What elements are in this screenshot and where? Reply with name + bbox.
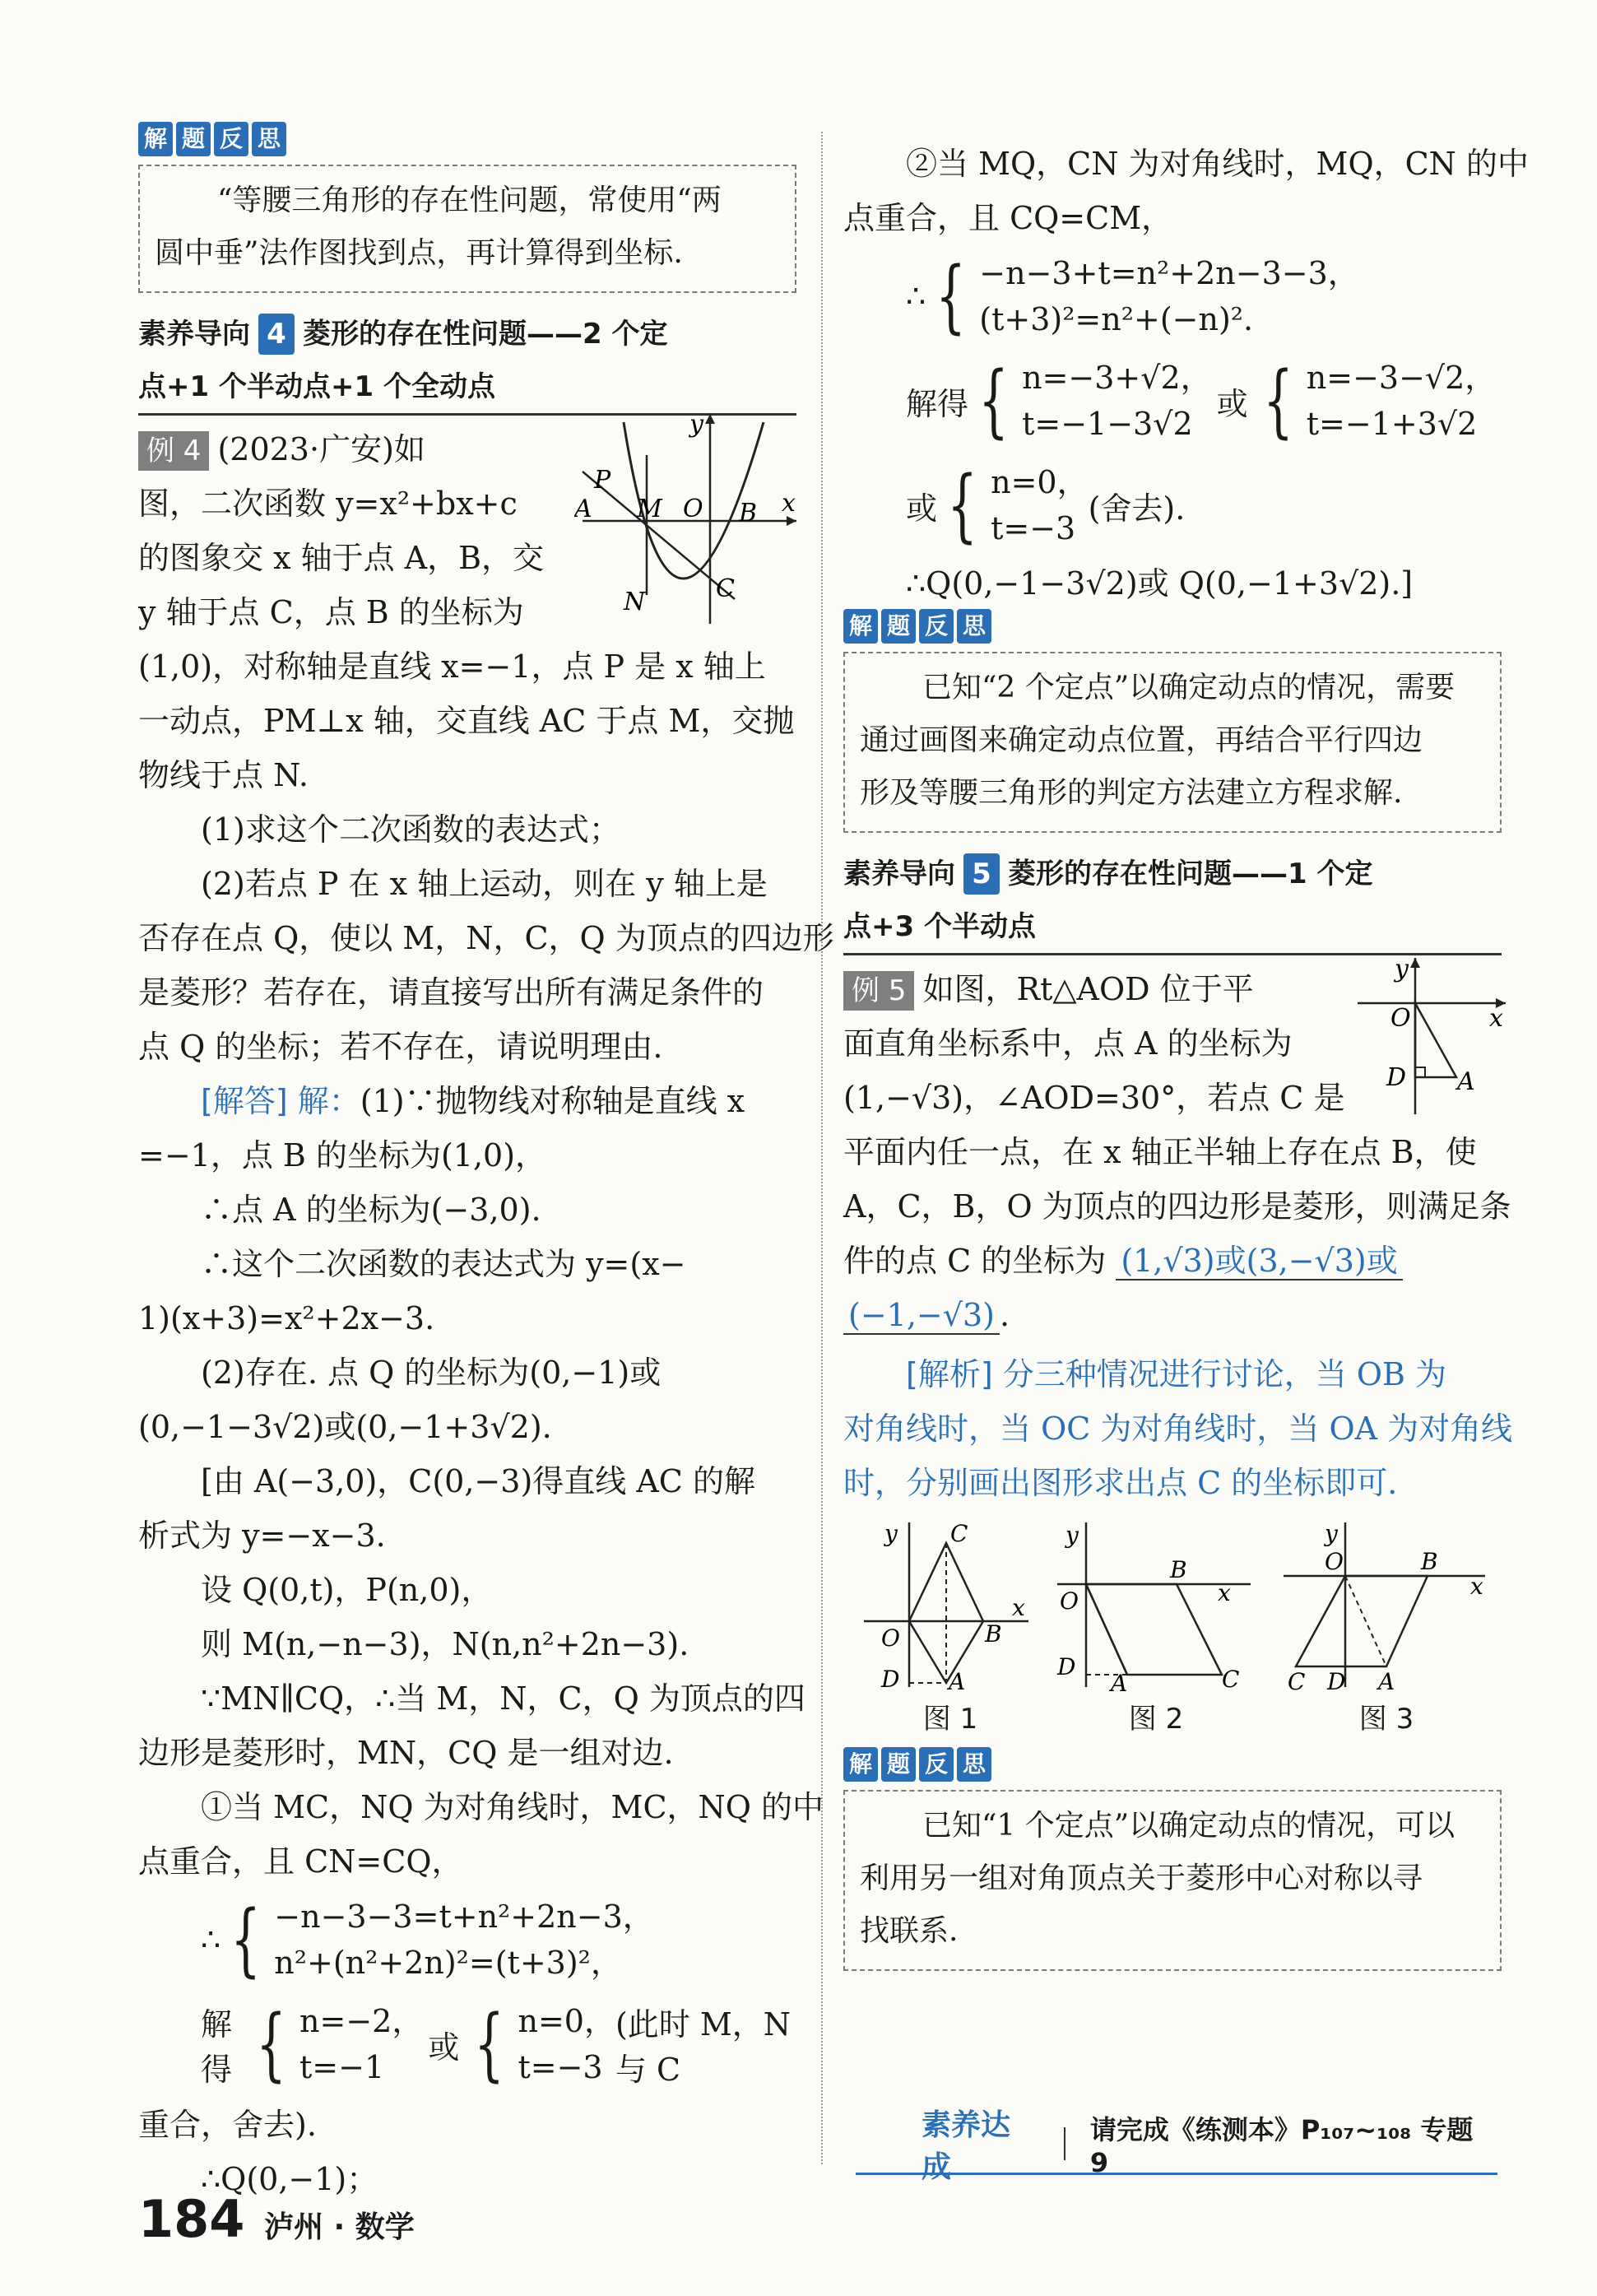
guide-heading-4-line2: 点+1 个半动点+1 个全动点 bbox=[138, 360, 796, 416]
svg-text:A: A bbox=[949, 1668, 966, 1691]
svg-text:y: y bbox=[1395, 955, 1409, 983]
figure-1-caption: 图 1 bbox=[922, 1703, 978, 1736]
y-arrow bbox=[705, 414, 715, 424]
svg-text:C: C bbox=[1222, 1666, 1240, 1691]
svg-text:y: y bbox=[884, 1520, 898, 1547]
svg-text:D: D bbox=[1386, 1063, 1407, 1092]
reflection-tag: 解 题 反 思 bbox=[138, 122, 286, 156]
reflection-box-1: “等腰三角形的存在性问题，常使用“两 圆中垂”法作图找到点，再计算得到坐标. bbox=[138, 165, 796, 293]
solution-3: 或 { n=0， t=−3 (舍去). bbox=[906, 459, 1186, 551]
svg-text:O: O bbox=[1060, 1587, 1079, 1615]
label-o: O bbox=[683, 495, 703, 523]
page-number: 184 bbox=[138, 2189, 245, 2249]
label-y: y bbox=[689, 410, 703, 439]
label-b: B bbox=[739, 499, 758, 528]
guide-heading-5-line2: 点+3 个半动点 bbox=[843, 900, 1502, 955]
analysis: [解析] 分三种情况进行讨论，当 OB 为 对角线时，当 OC 为对角线时，当 OA 为对角线 时，分别画出图形求出点 C 的坐标即可. bbox=[843, 1356, 1513, 1501]
svg-text:x: x bbox=[1489, 1004, 1503, 1033]
example-badge: 例 4 bbox=[138, 431, 209, 471]
page-footer bbox=[138, 2189, 415, 2249]
svg-text:O: O bbox=[1325, 1548, 1344, 1575]
parabola-figure bbox=[574, 406, 805, 628]
system-1: ∴ { −n−3−3=t+n²+2n−3， n²+(n²+2n)²=(t+3)²， bbox=[201, 1894, 654, 1986]
answer-blank: (1,√3)或(3,−√3)或 bbox=[1116, 1243, 1402, 1280]
svg-text:B: B bbox=[985, 1620, 1002, 1648]
svg-text:D: D bbox=[1057, 1653, 1076, 1680]
svg-text:y: y bbox=[1325, 1520, 1338, 1547]
svg-text:A: A bbox=[1111, 1670, 1128, 1691]
svg-text:x: x bbox=[1218, 1579, 1231, 1606]
label-n: N bbox=[624, 588, 646, 616]
figure-2-caption: 图 2 bbox=[1128, 1703, 1184, 1736]
reflection-tag-3: 解 题 反 思 bbox=[843, 1747, 991, 1782]
task-reference: 请完成《练测本》P₁₀₇~₁₀₈ 专题 9 bbox=[1089, 2114, 1474, 2178]
svg-text:O: O bbox=[1390, 1004, 1411, 1033]
svg-text:x: x bbox=[1012, 1594, 1025, 1621]
svg-text:A: A bbox=[1378, 1668, 1395, 1691]
analysis-figures bbox=[843, 1510, 1502, 1749]
svg-text:C: C bbox=[1288, 1668, 1306, 1691]
svg-text:C: C bbox=[950, 1520, 968, 1547]
column-divider bbox=[821, 132, 823, 2164]
figure-3 bbox=[1279, 1518, 1493, 1691]
svg-text:B: B bbox=[1170, 1556, 1187, 1583]
svg-text:D: D bbox=[881, 1666, 900, 1691]
figure-3-caption: 图 3 bbox=[1358, 1703, 1414, 1736]
left-column bbox=[138, 123, 834, 2206]
book-title: 泸州 · 数学 bbox=[264, 2210, 415, 2244]
system-2: ∴ { −n−3+t=n²+2n−3−3， (t+3)²=n²+(−n)². bbox=[906, 250, 1359, 342]
label-m: M bbox=[637, 495, 662, 523]
example-5: 例 5 如图，Rt△AOD 位于平 面直角坐标系中，点 A 的坐标为 (1,−√3)，∠AOD=30°，若点 C 是 平面内任一点，在 x 轴正半轴上存在点 B，使 A，C，B，O 为顶点的四边形是菱形，则满足条 件的点 C 的坐标为 (1,√3)或(3,−√3)或 (−1,−√3) . y O x D A bbox=[843, 955, 1511, 1333]
example-badge-5: 例 5 bbox=[843, 971, 914, 1011]
guide-heading-5: 素养导向 5 菱形的存在性问题——1 个定 bbox=[843, 848, 1502, 900]
svg-text:y: y bbox=[1065, 1522, 1079, 1549]
svg-text:D: D bbox=[1327, 1668, 1346, 1691]
footer-task-bar bbox=[856, 2108, 1497, 2184]
figure-2 bbox=[1053, 1518, 1259, 1691]
label-c: C bbox=[716, 574, 735, 603]
guide-heading-4: 素养导向 4 菱形的存在性问题——2 个定 bbox=[138, 308, 796, 360]
label-p: P bbox=[594, 466, 611, 495]
reflection-box-2: 已知“2 个定点”以确定动点的情况，需要 通过画图来确定动点位置，再结合平行四边 形及等腰三角形的判定方法建立方程求解. bbox=[843, 652, 1502, 833]
svg-text:x: x bbox=[1470, 1573, 1483, 1600]
svg-text:O: O bbox=[881, 1624, 900, 1652]
example-4: 例 4 (2023·广安)如 图，二次函数 y=x²+bx+c 的图象交 x 轴于点 A，B，交 y 轴于点 C，点 B 的坐标为 (1,0)，对称轴是直线 x=−1，点 P 是 x 轴上 一动点，PM⊥x 轴，交直线 AC 于点 M，交抛 物线于点 N. (1)求这个二次函数的表达式； (2)若点 P 在 x 轴上运动，则在 y 轴上是 否存在点 Q，使以 M，N，C，Q 为顶点的四边形 是菱形？若存在，请直接写出所有满足条件的 点 Q 的坐标；若不存在，请说明理由. P A M O B x y N C bbox=[138, 422, 796, 1074]
label-a: A bbox=[574, 495, 592, 523]
solution-1: 解得 { n=−2， t=−1 或 { n=0， t=−3 (此时 M，N 与 C bbox=[201, 1998, 792, 2090]
triangle-aod-figure bbox=[1353, 954, 1510, 1118]
reflection-tag-2: 解 题 反 思 bbox=[843, 609, 991, 644]
figure-1 bbox=[860, 1518, 1041, 1691]
svg-text:B: B bbox=[1421, 1548, 1438, 1575]
reflection-box-3: 已知“1 个定点”以确定动点的情况，可以 利用另一组对角顶点关于菱形中心对称以寻 找联系. bbox=[843, 1790, 1502, 1971]
right-column: ②当 MQ，CN 为对角线时，MQ，CN 的中 点重合，且 CQ=CM， ∴ { −n−3+t=n²+2n−3−3， (t+3)²=n²+(−n)². 解得 { n=−3+√2， t=−1−3√2 或 { n=−3−√2， t=−1+3√2 或 { n=0， t=−3 (舍去). ∴Q(0,−1−3√2)或 Q(0,−1+3√2).] 解 题 反 思 已知“2 个定点”以确定动点的情况，需要 通过画图来确定动点位置，再结合平行四边 形及等腰三角形的判定方法建立方程求解. 素养导向 5 菱形的存在性问题——1 个定 点+3 个半动点 例 5 如图，Rt△AOD 位于平 面直角坐标系中，点 A 的坐标为 (1,−√3)，∠AOD=30°，若点 C 是 平面内任一点，在 x 轴正半轴上存在点 B，使 A，C，B，O 为顶点的四边形是菱形，则满足条 件的点 C 的坐标为 (1,√3)或(3,−√3)或 (−1,−√3) . y O x D A [解析] 分三种情况进行讨论，当 OB 为 对角线时，当 OC 为对角线时，当 OA 为对角线 时，分别画出图形求出点 C 的坐标即可. y C O B x D A 图 1 y O B x D A C 图 2 y O B x C D A 图 3 解 题 反 思 已知“1 个定点”以确定动点的情况，可以 利用另一组对角顶点关于菱形中心对称以寻 找联系. bbox=[843, 123, 1502, 1986]
label-x: x bbox=[782, 489, 796, 518]
solution: [解答] 解：(1)∵抛物线对称轴是直线 x =−1，点 B 的坐标为(1,0)， ∴点 A 的坐标为(−3,0). ∴这个二次函数的表达式为 y=(x− 1)(x+3)=x²+2x−3. (2)存在. 点 Q 的坐标为(0,−1)或 (0,−1−3√2)或(0,−1+3√2). [由 A(−3,0)，C(0,−3)得直线 AC 的解 析式为 y=−x−3. 设 Q(0,t)，P(n,0)， 则 M(n,−n−3)，N(n,n²+2n−3). ∵MN∥CQ，∴当 M，N，C，Q 为顶点的四 边形是菱形时，MN，CQ 是一组对边. ①当 MC，NQ 为对角线时，MC，NQ 的中 点重合，且 CN=CQ， ∴ { −n−3−3=t+n²+2n−3， n²+(n²+2n)²=(t+3)²， 解得 { n=−2， t=−1 或 { n=0， t=−3 (此时 M，N 与 C 重合，舍去). ∴Q(0,−1)； bbox=[138, 1083, 824, 2197]
svg-text:A: A bbox=[1457, 1067, 1475, 1096]
solution-2: 解得 { n=−3+√2， t=−1−3√2 或 { n=−3−√2， t=−1+3√2 bbox=[906, 355, 1497, 447]
answer-blank-2: (−1,−√3) bbox=[843, 1297, 1000, 1335]
runner-logo: 素养达成 bbox=[922, 2108, 1011, 2184]
